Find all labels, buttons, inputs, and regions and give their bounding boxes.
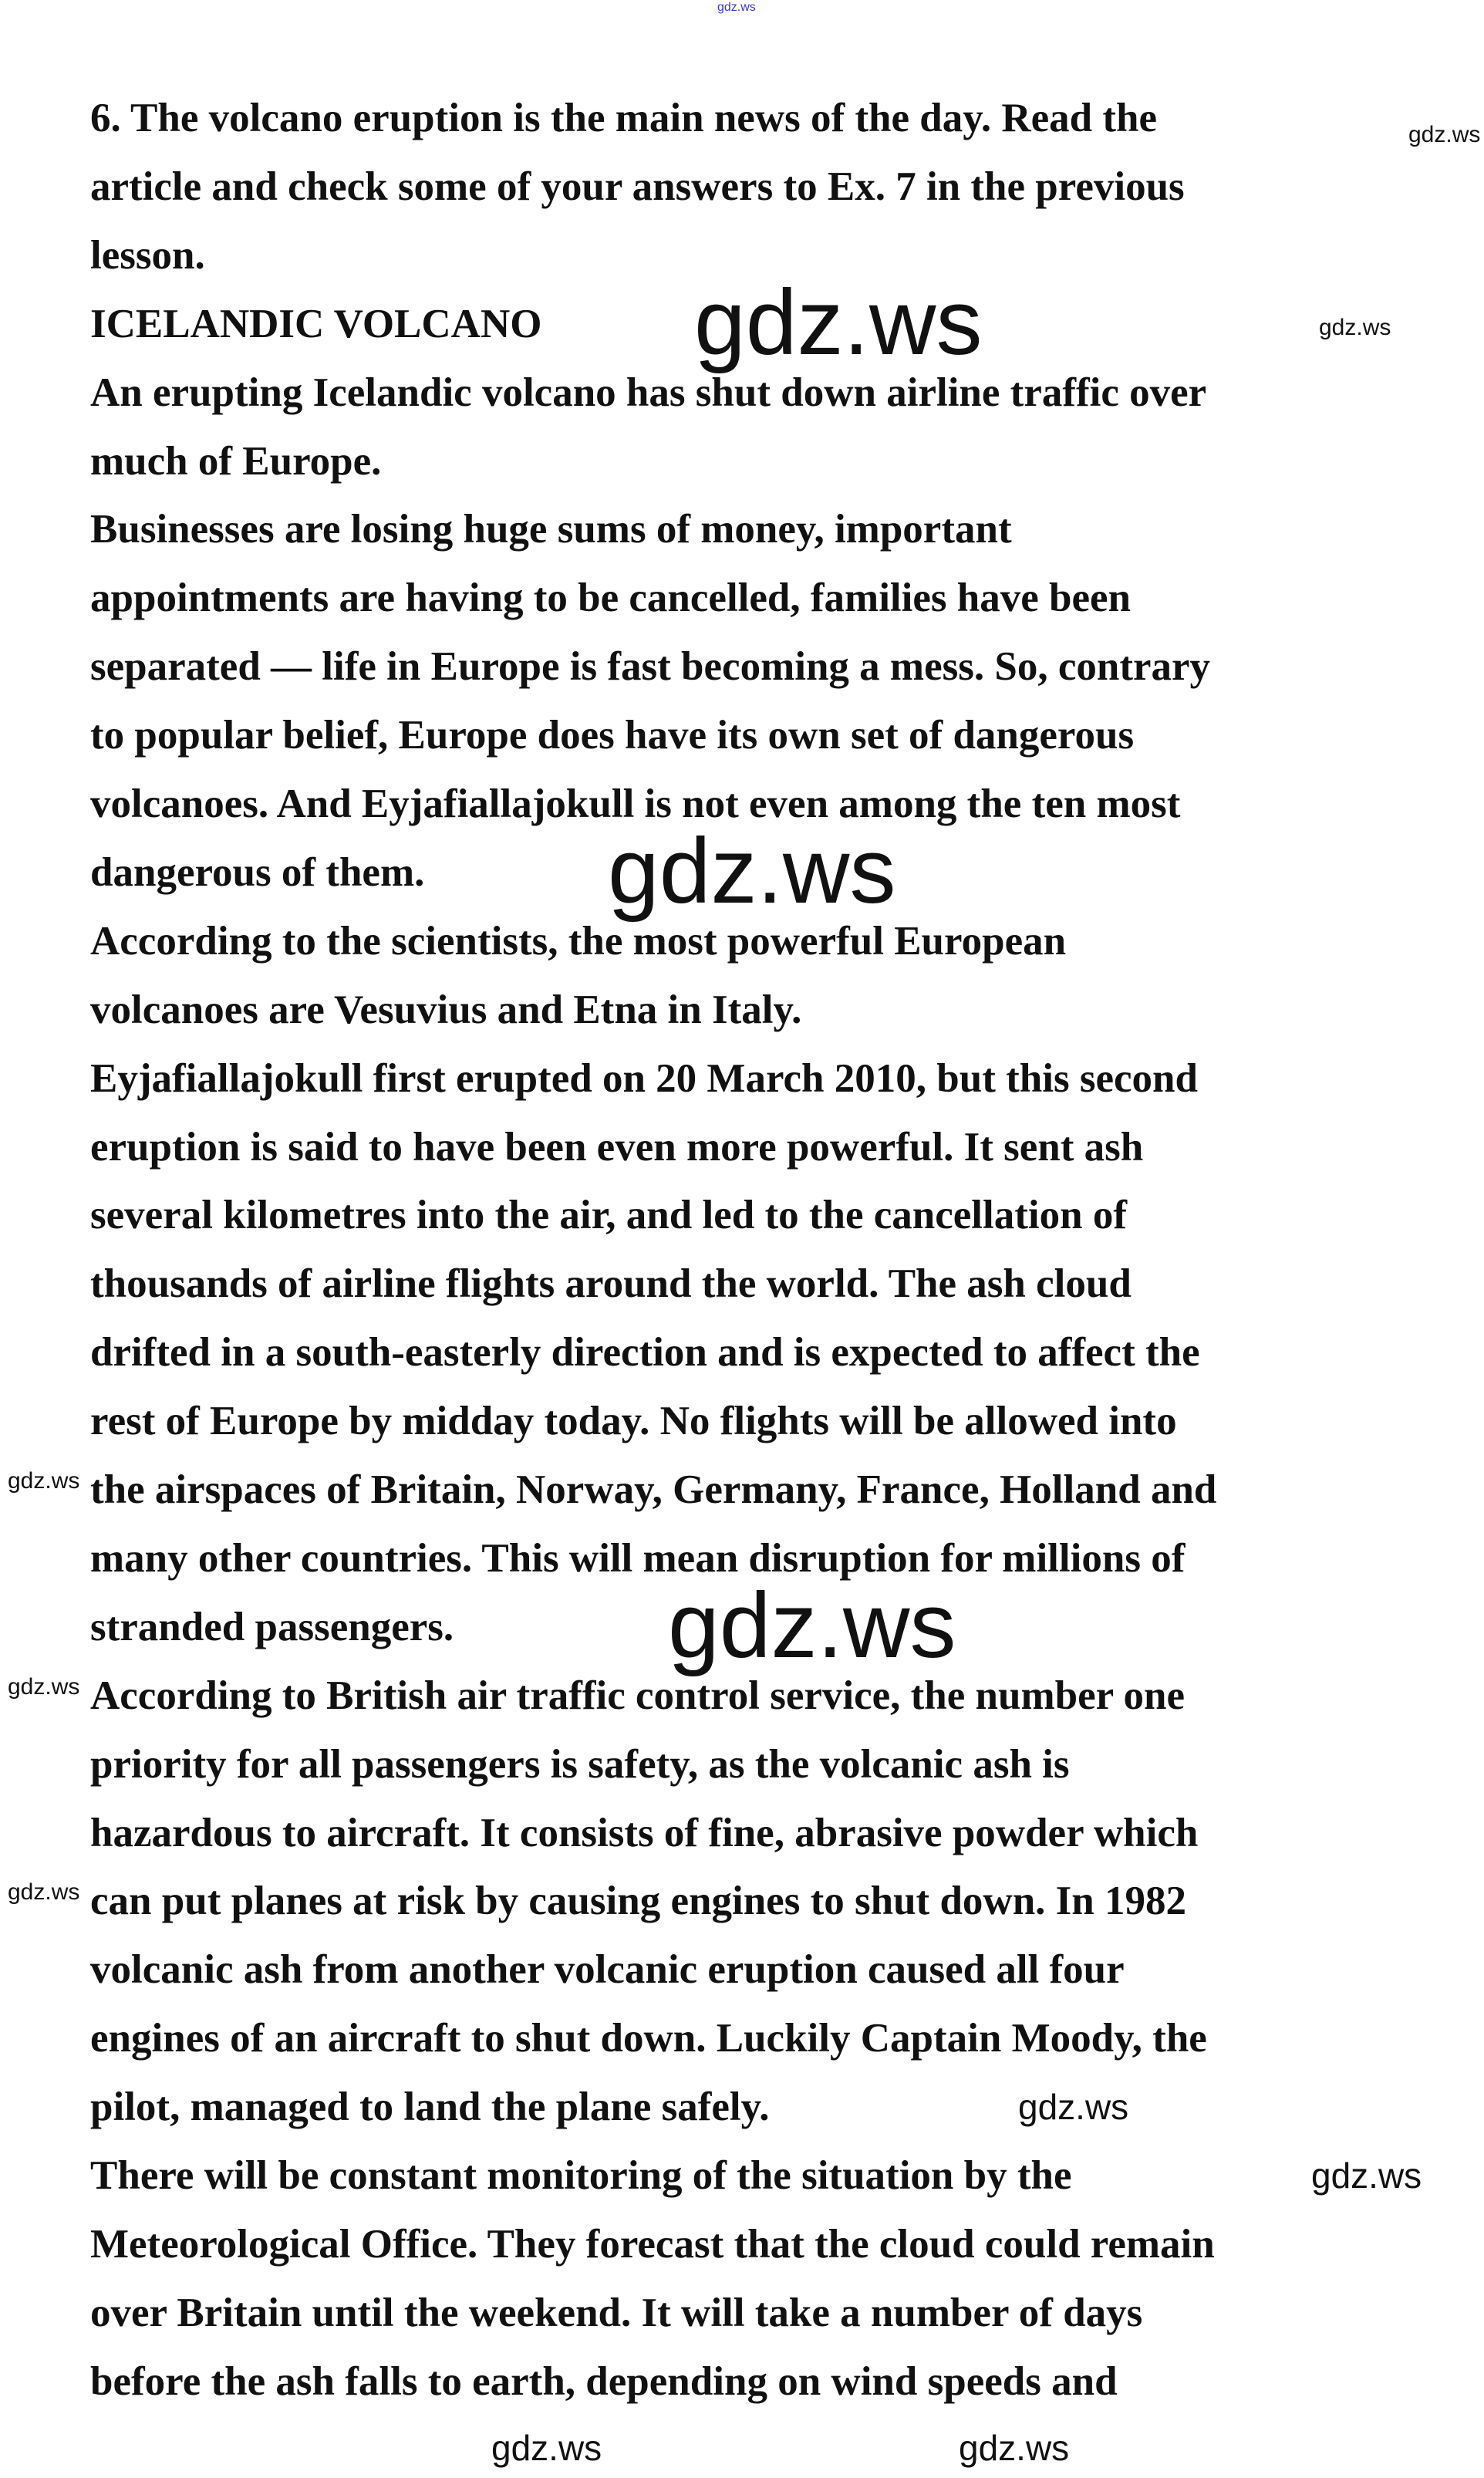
- text-line: According to the scientists, the most powerful European: [90, 918, 1067, 964]
- text-line: An erupting Icelandic volcano has shut down airline traffic over: [90, 370, 1207, 415]
- text-line: pilot, managed to land the plane safely.: [90, 2085, 770, 2130]
- text-line: over Britain until the weekend. It will take a number of days: [90, 2290, 1143, 2335]
- text-line: Eyjafiallajokull first erupted on 20 March 2010, but this second: [90, 1055, 1198, 1101]
- text-line: lesson.: [90, 232, 205, 278]
- text-line: rest of Europe by midday today. No flights will be allowed into: [90, 1399, 1177, 1444]
- text-line: appointments are having to be cancelled, families have been: [90, 576, 1132, 621]
- watermark: gdz.ws: [8, 1879, 80, 1905]
- text-line: can put planes at risk by causing engines to shut down. In 1982: [90, 1879, 1187, 1924]
- watermark: gdz.ws: [1018, 2087, 1129, 2127]
- text-line: volcanic ash from another volcanic eruption caused all four: [90, 1947, 1125, 1993]
- text-line: volcanoes are Vesuvius and Etna in Italy.: [90, 987, 802, 1032]
- watermark: gdz.ws: [694, 271, 983, 374]
- text-line: volcanoes. And Eyjafiallajokull is not even among the ten most: [90, 782, 1181, 826]
- text-line: priority for all passengers is safety, as the volcanic ash is: [90, 1741, 1070, 1787]
- exercise-instruction-line: 6. The volcano eruption is the main news of the day. Read the: [90, 96, 1157, 140]
- text-line: several kilometres into the air, and led to the cancellation of: [90, 1193, 1127, 1238]
- watermark: gdz.ws: [1408, 122, 1481, 147]
- text-line: the airspaces of Britain, Norway, Germany, France, Holland and: [90, 1467, 1217, 1512]
- article-title: ICELANDIC VOLCANO: [90, 301, 542, 346]
- watermark: gdz.ws: [8, 1674, 80, 1700]
- text-line: engines of an aircraft to shut down. Luckily Captain Moody, the: [90, 2016, 1207, 2061]
- watermark: gdz.ws: [717, 1, 756, 14]
- text-line: thousands of airline flights around the world. The ash cloud: [90, 1261, 1132, 1307]
- text-line: much of Europe.: [90, 438, 382, 484]
- watermark: gdz.ws: [668, 1574, 956, 1677]
- watermark: gdz.ws: [8, 1468, 80, 1494]
- text-line: Businesses are losing huge sums of money, important: [90, 507, 1012, 552]
- text-line: Meteorological Office. They forecast that the cloud could remain: [90, 2221, 1215, 2267]
- text-line: dangerous of them.: [90, 849, 425, 895]
- text-line: There will be constant monitoring of the situation by the: [90, 2153, 1072, 2198]
- text-line: drifted in a south-easterly direction and is expected to affect the: [90, 1330, 1200, 1376]
- text-line: to popular belief, Europe does have its own set of dangerous: [90, 713, 1135, 758]
- text-line: eruption is said to have been even more powerful. It sent ash: [90, 1124, 1144, 1170]
- watermark: gdz.ws: [608, 819, 896, 923]
- watermark: gdz.ws: [1311, 2156, 1422, 2196]
- watermark: gdz.ws: [1319, 315, 1391, 340]
- text-line: separated — life in Europe is fast becoming a mess. So, contrary: [90, 644, 1211, 690]
- text-line: stranded passengers.: [90, 1604, 454, 1649]
- watermark: gdz.ws: [491, 2428, 602, 2468]
- watermark: gdz.ws: [959, 2428, 1070, 2468]
- text-line: article and check some of your answers to Ex. 7 in the previous: [90, 164, 1185, 209]
- text-line: According to British air traffic control service, the number one: [90, 1673, 1185, 1718]
- text-line: many other countries. This will mean disruption for millions of: [90, 1535, 1186, 1581]
- text-line: before the ash falls to earth, depending on wind speeds and: [90, 2358, 1118, 2404]
- text-line: hazardous to aircraft. It consists of fine, abrasive powder which: [90, 1810, 1199, 1855]
